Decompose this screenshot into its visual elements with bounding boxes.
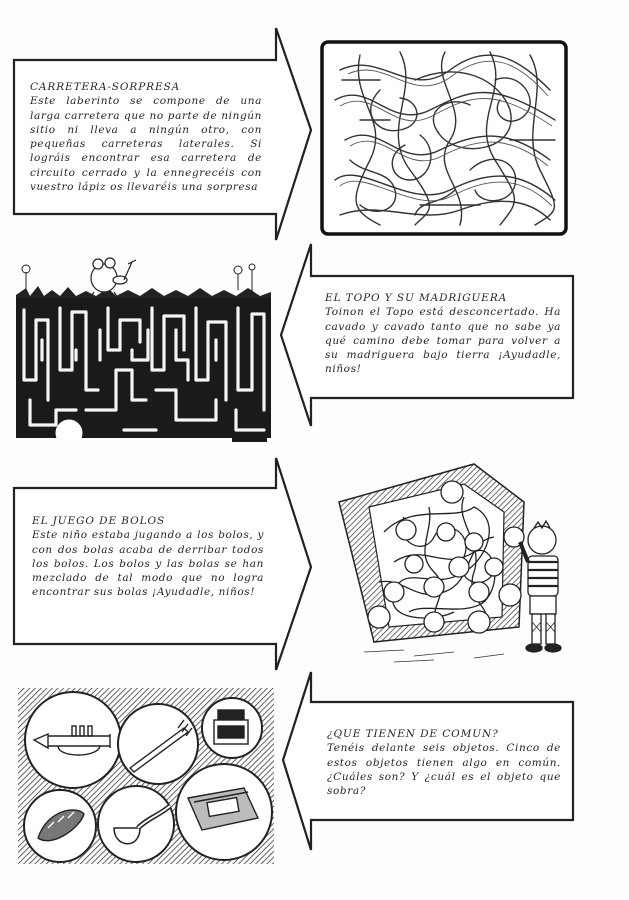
puzzle-carretera-title: CARRETERA-SORPRESA <box>30 81 181 93</box>
puzzle-comun-text <box>327 727 561 798</box>
puzzle-topo-body: Toinon el Topo está desconcertado. Ha cavado y cavado tanto que no sabe ya qué camino debe tomar para volver a su madriguera bajo tierra ¡Ayudadle, niños! <box>325 306 561 376</box>
puzzle-bolos-title: EL JUEGO DE BOLOS <box>32 515 166 527</box>
puzzle-bolos-body: Este niño estaba jugando a los bolos, y con dos bolas acaba de derribar todos los bolos. Los bolos y las bolas se han mezclado de tal modo que no logra encontrar sus bolas ¡Ayudadle, niños! <box>32 529 264 599</box>
puzzle-comun-body: Tenéis delante seis objetos. Cinco de estos objetos tienen algo en común. ¿Cuáles son? Y ¿cuál es el objeto que sobra? <box>327 742 561 798</box>
puzzle-topo-title: EL TOPO Y SU MADRIGUERA <box>325 292 508 304</box>
puzzle-carretera-body: Este laberinto se compone de una larga carretera que no parte de ningún sitio ni lleva a ningún otro, con pequeñas carreteras laterales. Si lográis encontrar esa carretera de circuito cerrado y la ennegrecéis con vuestro lápiz os llevaréis una sorpresa <box>30 95 262 194</box>
puzzle-comun-title: ¿QUE TIENEN DE COMUN? <box>327 728 499 740</box>
